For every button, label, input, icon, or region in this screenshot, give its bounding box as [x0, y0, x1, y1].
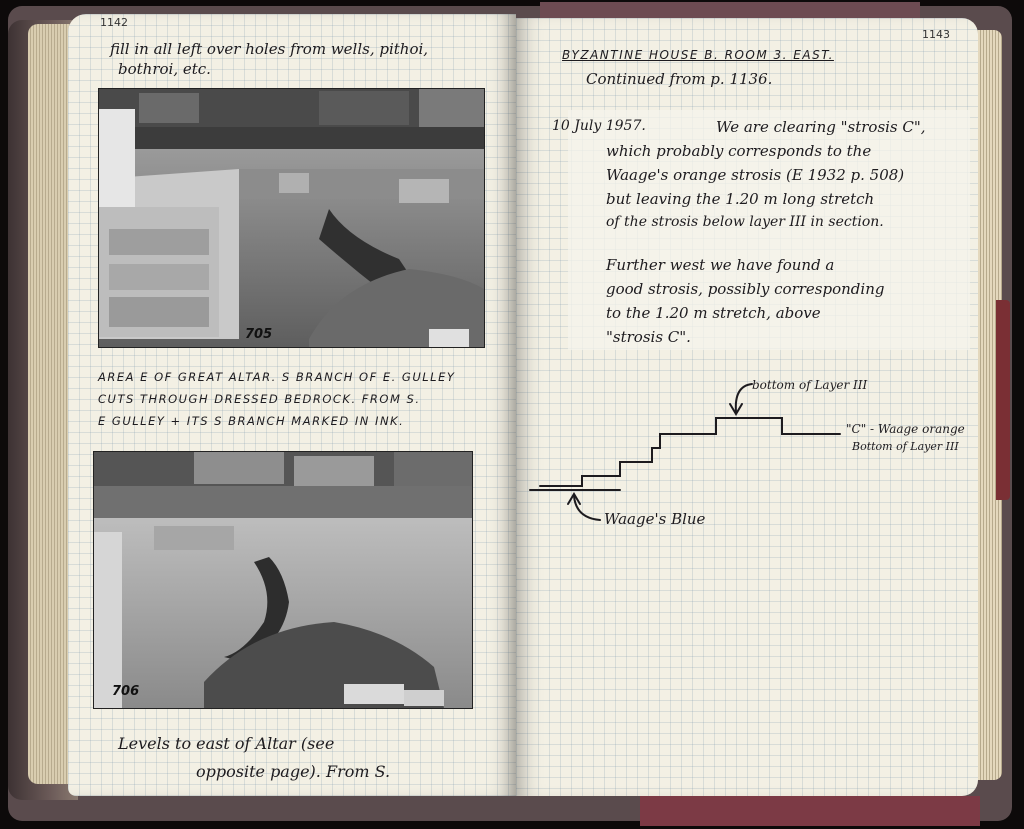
entry-line-2: which probably corresponds to the [606, 142, 872, 160]
caption-bottom-line-2: opposite page). From S. [196, 762, 391, 781]
diagram-label-bottom-of-layer: bottom of Layer III [752, 378, 868, 392]
diagram-label-waage-orange: "C" - Waage orange [846, 422, 965, 436]
photo-706-image [94, 452, 472, 708]
arrow-top-shaft [736, 384, 752, 412]
left-page-number: 1142 [100, 16, 128, 29]
diagram-label-bottom-layer-iii: Bottom of Layer III [852, 440, 959, 453]
paragraph2-line-4: "strosis C". [606, 328, 691, 346]
photo-705-image [99, 89, 484, 347]
caption-bottom-line-1: Levels to east of Altar (see [118, 734, 335, 753]
entry-line-3: Waage's orange strosis (E 1932 p. 508) [606, 166, 905, 184]
photo-area-e-gulley [98, 88, 485, 348]
paragraph2-line-1: Further west we have found a [606, 256, 835, 274]
caption-top-line-3: E GULLEY + ITS S BRANCH MARKED IN INK. [98, 414, 405, 428]
step-profile [540, 418, 840, 486]
right-heading: BYZANTINE HOUSE B. ROOM 3. EAST. [562, 48, 834, 62]
continued-from: Continued from p. 1136. [586, 70, 773, 88]
entry-line-5: of the strosis below layer III in section. [606, 214, 884, 230]
entry-line-1: We are clearing "strosis C", [716, 118, 926, 136]
bookmark-ribbon [996, 300, 1010, 500]
photo-levels-east-altar [93, 451, 473, 709]
left-top-note-line-2: bothroi, etc. [118, 60, 211, 78]
photo-706-label: 706 [112, 684, 140, 699]
caption-top-line-1: AREA E OF GREAT ALTAR. S BRANCH OF E. GULLEY [98, 370, 456, 384]
entry-line-4: but leaving the 1.20 m long stretch [606, 190, 875, 208]
right-page-number: 1143 [922, 28, 950, 41]
entry-date: 10 July 1957. [552, 118, 646, 134]
left-top-note-line-1: fill in all left over holes from wells, pithoi, [110, 40, 429, 58]
stratigraphy-sketch [520, 370, 980, 540]
paragraph2-line-3: to the 1.20 m stretch, above [606, 304, 821, 322]
photo-705-label: 705 [245, 327, 273, 342]
cover-edge-bottom [640, 796, 980, 826]
paragraph2-line-2: good strosis, possibly corresponding [606, 280, 885, 298]
caption-top-line-2: CUTS THROUGH DRESSED BEDROCK. FROM S. [98, 392, 421, 406]
diagram-label-waage-blue: Waage's Blue [604, 510, 706, 528]
